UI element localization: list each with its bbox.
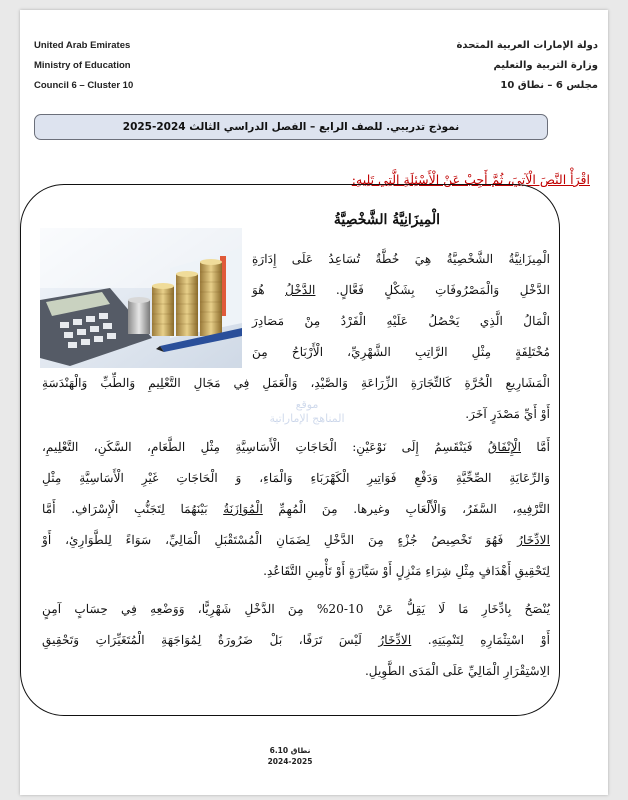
footer-cluster: نطاق 6.10 xyxy=(269,746,311,755)
text-line: الْمَالُ الَّذِي يَحْصُلُ عَلَيْهِ الْفَرْدُ مِنْ مَصَادِرَ xyxy=(252,314,550,328)
text-line: الْمِيزَانِيَّةُ الشَّخْصِيَّةُ هِيَ خُطَّةٌ تُسَاعِدُ عَلَى إِدَارَةِ xyxy=(252,252,550,266)
passage-title: الْمِيزَانِيَّةُ الشَّخْصِيَّةُ xyxy=(333,212,440,228)
text-line: يُنْصَحُ بِادِّخَارِ مَا لَا يَقِلُّ عَنْ 10-20% مِنَ الدَّخْلِ شَهْرِيًّا، وَوَضْعِهِ فِي حِسَابٍ آمِنٍ xyxy=(42,602,550,616)
paragraph-saving-advice xyxy=(42,594,550,687)
country-en: United Arab Emirates xyxy=(34,40,131,51)
header-english xyxy=(34,36,234,96)
text-line: أَمَّا الْإِنْفَاقُ فَيَنْقَسِمُ إِلَى نَوْعَيْنِ: الْحَاجَاتِ الْأَسَاسِيَّةِ مِثْلِ الطَّعَامِ، السَّكَنِ، التَّعْلِيمِ، xyxy=(42,440,550,454)
text-line: مُخْتَلِفَةٍ مِثْلِ الرَّاتِبِ الشَّهْرِيِّ، الْأَرْبَاحُ مِنَ xyxy=(252,345,550,359)
watermark-line-2: المناهج الإماراتية xyxy=(269,412,345,425)
header-arabic xyxy=(378,36,598,96)
ministry-ar: وزارة التربية والتعليم xyxy=(493,60,598,71)
term-saving: الادِّخَارُ xyxy=(517,533,550,547)
council-ar: مجلس 6 – نطاق 10 xyxy=(500,80,598,91)
text-line: الِاسْتِقْرَارِ الْمَالِيِّ عَلَى الْمَدَى الطَّوِيلِ. xyxy=(364,664,550,678)
paragraph-spending xyxy=(42,432,550,587)
text-line: الْمَشَارِيعِ الْحُرَّةِ كَالتِّجَارَةِ الزِّرَاعَةِ وَالصَّيْدِ، وَالْعَمَلِ فِي مَجَالِ التَّعْلِيمِ وَالطِّبِّ وَالْهَنْدَسَةِ xyxy=(42,376,550,390)
text-line: أَوْ أَيِّ مَصْدَرٍ آخَرَ. xyxy=(465,407,550,421)
footer-year: 2024-2025 xyxy=(267,757,313,766)
text-line: الادِّخَارُ فَهُوَ تَخْصِيصُ جُزْءٍ مِنَ الدَّخْلِ لِضَمَانِ الْمُسْتَقْبَلِ الْمَالِيِّ، سَوَاءً لِلطَّوَارِئِ، أَوْ xyxy=(42,533,550,547)
paragraph-income xyxy=(42,244,550,430)
term-spending: الْإِنْفَاقُ xyxy=(487,440,521,454)
council-en: Council 6 – Cluster 10 xyxy=(34,80,134,91)
text-line: الدَّخْلِ وَالْمَصْرُوفَاتِ بِشَكْلٍ فَعَّالٍ. الدَّخْلُ هُوَ xyxy=(252,283,550,297)
term-balance: الْمُوَازَنَةُ xyxy=(223,502,263,516)
page-footer xyxy=(250,745,330,767)
text-line: التَّرْفِيهِ، السَّفَرُ، وَالْأَلْعَابِ وغيرها. مِنَ الْمُهِمِّ الْمُوَازَنَةُ بَيْنَهُمَا لِتَجَنُّبِ الْإِسْرَافِ. أَمَّا xyxy=(42,502,550,516)
instruction-text: اقْرَأْ النَّصَ الْآتِيَ، ثُمَّ أَجِبْ عَنْ الْأَسْئِلَةِ الَّتِي تَلِيهِ: xyxy=(351,172,590,187)
text-line: وَالرِّعَايَةِ الصِّحِّيَّةِ وَدَفْعِ فَوَاتِيرِ الْكَهْرَبَاءِ وَالْمَاءِ، وَ الْحَاجَاتِ غَيْرِ الْأَسَاسِيَّةِ مِثْلِ xyxy=(42,471,550,485)
ministry-en: Ministry of Education xyxy=(34,60,131,71)
text-line: لِتَحْقِيقِ أَهْدَافٍ مِثْلِ شِرَاءِ مَنْزِلٍ أَوْ سَيَّارَةٍ أَوْ تَأْمِينِ التَّقَاعُدِ. xyxy=(263,564,550,578)
watermark-line-1: موقع xyxy=(295,398,319,411)
country-ar: دولة الإمارات العربية المتحدة xyxy=(456,40,598,51)
text-line: أَوْ اسْتِثْمَارِهِ لِتَنْمِيَتِهِ. الادِّخَارُ لَيْسَ تَرَفًا، بَلْ ضَرُورَةٌ لِمُوَاجَهَةِ الْمُتَغَيِّرَاتِ وَتَحْقِيقِ xyxy=(42,633,550,647)
term-income: الدَّخْلُ xyxy=(285,283,316,297)
exam-banner: نموذج تدريبي. للصف الرابع – الفصل الدراسي الثالث 2024-2025 xyxy=(34,114,548,140)
term-saving: الادِّخَارُ xyxy=(378,633,412,647)
